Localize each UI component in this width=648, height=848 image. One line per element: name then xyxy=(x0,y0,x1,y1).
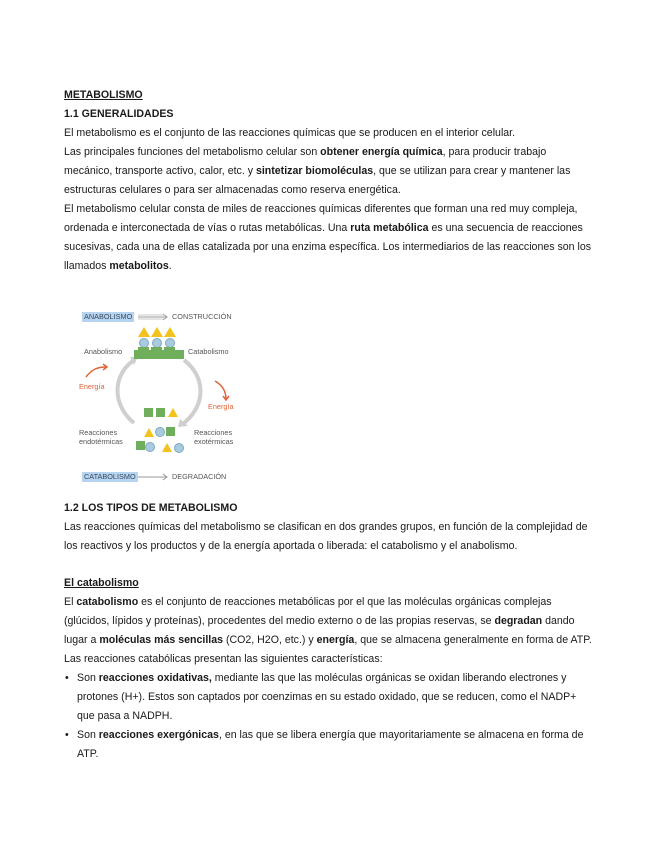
reacciones-exotermicas-line-1: Reacciones xyxy=(194,428,233,437)
reacciones-endotermicas-line-2: endotérmicas xyxy=(79,437,123,446)
anabolismo-label: Anabolismo xyxy=(84,347,123,356)
metabolism-cycle-graphic xyxy=(72,305,247,491)
section-2-paragraph-1: Las reacciones químicas del metabolismo se clasifican en dos grandes grupos, en función de la complejidad de los reactivos y los productos y de la energía aportada o liberada: el catabolismo y el anabolismo. xyxy=(64,521,588,552)
catabolismo-label: Catabolismo xyxy=(188,347,229,356)
metabolism-diagram xyxy=(72,305,247,491)
document-page xyxy=(64,86,594,764)
anabolismo-box: ANABOLISMO xyxy=(84,312,133,321)
reacciones-exotermicas-line-2: exotérmicas xyxy=(194,437,234,446)
section-1-paragraph-3: El metabolismo celular consta de miles de reacciones químicas diferentes que forman una red muy compleja, ordenada e interconectada de vías o rutas metabólicas. Una ruta metabólica es una secuencia de reacciones sucesivas, cada una de ellas catalizada por una enzima específica. Los intermediarios de las reacciones son los llamados metabolitos. xyxy=(64,203,592,272)
catabolismo-box: CATABOLISMO xyxy=(84,472,136,481)
page-title: METABOLISMO xyxy=(64,89,143,101)
reacciones-endotermicas-line-1: Reacciones xyxy=(79,428,118,437)
catabolismo-paragraph-1: El catabolismo es el conjunto de reacciones metabólicas por el que las moléculas orgánicas complejas (glúcidos, lípidos y proteínas), procedentes del medio externo o de las propias reservas, se degradan dando lugar a moléculas más sencillas (CO2, H2O, etc.) y energía, que se almacena generalmente en forma de ATP. xyxy=(64,596,592,646)
section-2-heading: 1.2 LOS TIPOS DE METABOLISMO xyxy=(64,502,238,514)
energy-left-label: Energía xyxy=(79,382,105,391)
list-item: • Son reacciones exergónicas, en las que se libera energía que mayoritariamente se almacena en forma de ATP. xyxy=(64,726,594,764)
section-1-paragraph-2: Las principales funciones del metabolismo celular son obtener energía química, para producir trabajo mecánico, transporte activo, calor, etc. y sintetizar biomoléculas, que se utilizan para crear y mantener las estructuras celulares o para ser almacenadas como reserva energética. xyxy=(64,146,571,196)
catabolismo-paragraph-2: Las reacciones catabólicas presentan las siguientes características: xyxy=(64,653,383,665)
energy-right-label: Energía xyxy=(208,402,234,411)
catabolismo-characteristics-list xyxy=(64,669,594,764)
section-1-heading: 1.1 GENERALIDADES xyxy=(64,108,174,120)
catabolismo-heading: El catabolismo xyxy=(64,577,139,589)
construccion-label: CONSTRUCCIÓN xyxy=(172,312,232,321)
list-item: • Son reacciones oxidativas, mediante las que las moléculas orgánicas se oxidan liberando electrones y protones (H+). Estos son captados por coenzimas en su estado oxidado, que se reducen, como el NADP+ que pasa a NADPH. xyxy=(64,669,594,726)
degradacion-label: DEGRADACIÓN xyxy=(172,472,227,481)
section-1-paragraph-1: El metabolismo es el conjunto de las reacciones químicas que se producen en el interior celular. xyxy=(64,127,516,139)
